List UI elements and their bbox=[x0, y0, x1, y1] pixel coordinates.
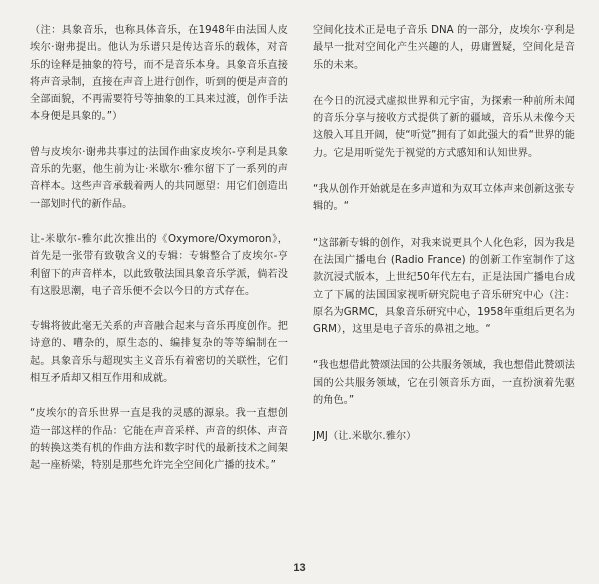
left-column bbox=[30, 22, 288, 493]
paragraph-quote-public-service: “我也想借此赞颂法国的公共服务领域，我也想借此赞颂法国的公共服务领域，它在引领音乐方面，一直扮演着先驱的角色。” bbox=[313, 360, 575, 407]
paragraph-metaverse: 在今日的沉浸式虚拟世界和元宇宙，为探索一种前所未闻的音乐分享与接收方式提供了新的疆域，音乐从未像今天这般入耳且开阔，使“听觉”拥有了如此强大的看“世界的能力。它是用听觉先于视觉的方式感知和认知世界。 bbox=[313, 95, 575, 159]
paragraph-spatialization: 空间化技术正是电子音乐 DNA 的一部分，皮埃尔·亨利是最早一批对空间化产生兴趣的人，毋庸置疑，空间化是音乐的未来。 bbox=[313, 25, 575, 71]
page-number: 13 bbox=[293, 562, 306, 574]
paragraph-musique-concrete-note: （注：具象音乐，也称具体音乐，在1948年由法国人皮埃尔·谢弗提出。他认为乐谱只是传达音乐的载体，对音乐的诠释是抽象的符号，而不是音乐本身。具象音乐直接将声音录制，直接在声音上进行创作，听到的便是声音的全部面貌，不再需要符号等抽象的工具来过渡，创作手法本身便是具象的。”） bbox=[30, 25, 288, 123]
paragraph-pierre-henry: 曾与皮埃尔·谢弗共事过的法国作曲家皮埃尔-亨利是具象音乐的先驱，他生前为让·米歇尔·雅尔留下了一系列的声音样本。这些声音承载着两人的共同愿望：用它们创造出一部划时代的新作品。 bbox=[30, 146, 288, 210]
paragraph-quote-inspiration: “皮埃尔的音乐世界一直是我的灵感的源泉。我一直想创造一部这样的作品：它能在声音采样、声音的织体、声音的转换这类有机的作曲方法和数字时代的最新技术之间架起一座桥梁，特别是那些允许完全空间化广播的技术。” bbox=[30, 408, 288, 472]
right-column bbox=[313, 22, 575, 465]
paragraph-album-tribute: 让-米歇尔-雅尔此次推出的《Oxymore/Oxymoron》，首先是一张带有致敬含义的专辑：专辑整合了皮埃尔-亨利留下的声音样本，以此致敬法国具象音乐学派，倘若没有这股思潮，电子音乐便不会以今日的方式存在。 bbox=[30, 233, 288, 297]
paragraph-sound-fusion: 专辑将彼此毫无关系的声音融合起来与音乐再度创作。把诗意的、嘈杂的，原生态的、编排复杂的等等编制在一起。具象音乐与超现实主义音乐有着密切的关联性，它们相互矛盾却又相互作用和成就。 bbox=[30, 321, 288, 385]
signature-jmj: JMJ（让.米歇尔.雅尔） bbox=[313, 431, 417, 443]
paragraph-quote-multichannel: “我从创作开始就是在多声道和为双耳立体声来创新这张专辑的。“ bbox=[313, 184, 575, 213]
paragraph-quote-radio-france: “这部新专辑的创作，对我来说更具个人化色彩，因为我是在法国广播电台 (Radio France) 的创新工作室制作了这款沉浸式版本，上世纪50年代左右，正是法国广播电台成立了下属的法国国家视听研究院电子音乐研究中心（注：原名为GRMC，具象音乐研究中心，1958年重组后更名为GRM），这里是电子音乐的鼻祖之地。“ bbox=[313, 237, 575, 336]
